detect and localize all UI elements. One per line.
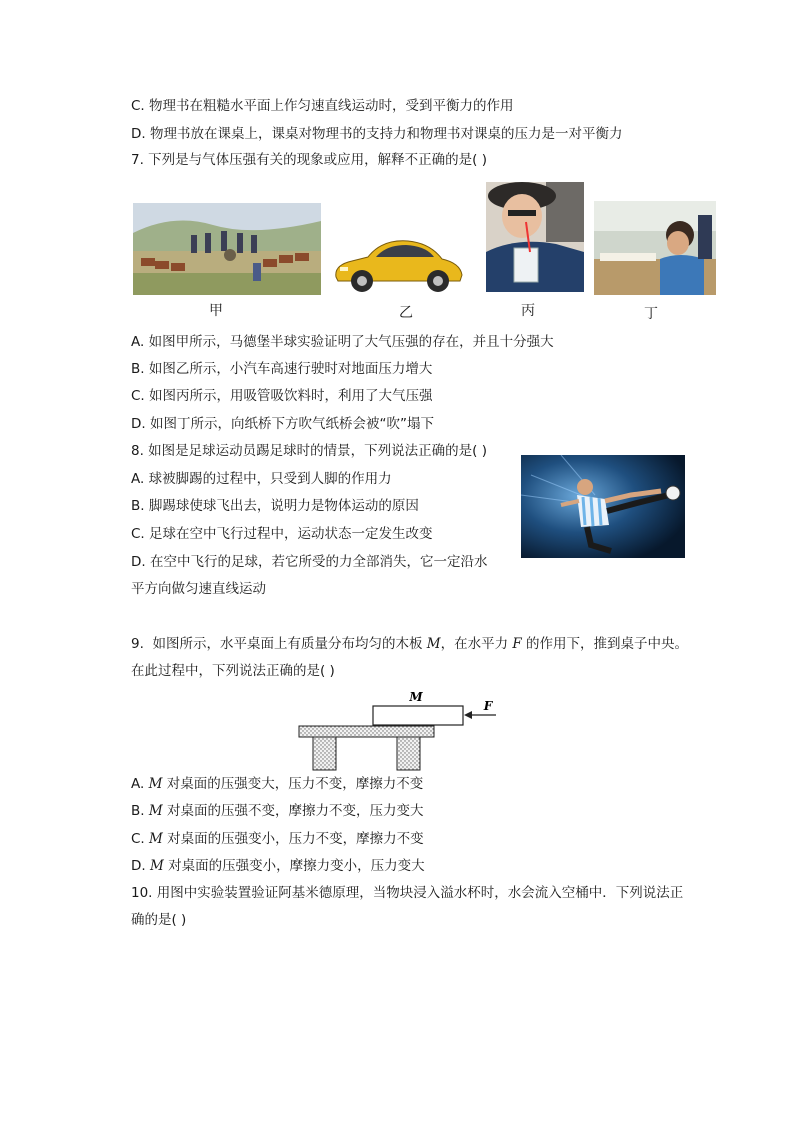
q7-option-d: D. 如图丁所示，向纸桥下方吹气纸桥会被“吹”塌下 xyxy=(131,416,434,432)
q8-option-a: A. 球被脚踢的过程中，只受到人脚的作用力 xyxy=(131,471,392,487)
q6-option-c: C. 物理书在粗糙水平面上作匀速直线运动时，受到平衡力的作用 xyxy=(131,98,514,114)
caption-yi: 乙 xyxy=(399,305,413,321)
q9-option-d: D. M 对桌面的压强变小，摩擦力变小，压力变大 xyxy=(131,858,425,874)
q9-option-b: B. M 对桌面的压强不变，摩擦力不变，压力变大 xyxy=(131,803,424,819)
q8-option-c: C. 足球在空中飞行过程中，运动状态一定发生改变 xyxy=(131,526,433,542)
q10-stem-line1: 10. 用图中实验装置验证阿基米德原理，当物块浸入溢水杯时，水会流入空桶中．下列说法正 xyxy=(131,885,684,901)
q8-option-b: B. 脚踢球使球飞出去，说明力是物体运动的原因 xyxy=(131,498,419,514)
board-m xyxy=(373,706,463,725)
caption-jia: 甲 xyxy=(209,303,223,319)
q7-option-c: C. 如图丙所示，用吸管吸饮料时，利用了大气压强 xyxy=(131,388,433,404)
force-arrow-head xyxy=(464,711,472,719)
q7-option-b: B. 如图乙所示，小汽车高速行驶时对地面压力增大 xyxy=(131,361,433,377)
caption-ding: 丁 xyxy=(644,306,658,322)
q10-stem-line2: 确的是( ) xyxy=(131,912,187,928)
magdeburg-hemispheres-image xyxy=(133,203,321,295)
straw-drinking-image xyxy=(486,182,584,292)
table-leg-left xyxy=(313,737,336,770)
q6-option-d: D. 物理书放在课桌上，课桌对物理书的支持力和物理书对课桌的压力是一对平衡力 xyxy=(131,126,623,142)
q7-stem: 7. 下列是与气体压强有关的现象或应用，解释不正确的是( ) xyxy=(131,152,487,168)
yellow-car-image xyxy=(330,235,466,295)
q9-stem-line2: 在此过程中，下列说法正确的是( ) xyxy=(131,663,335,679)
caption-bing: 丙 xyxy=(521,303,535,319)
q9-stem-line1: 9. 如图所示，水平桌面上有质量分布均匀的木板 M，在水平力 F 的作用下，推到桌子中央。 xyxy=(131,636,689,652)
q9-option-a: A. M 对桌面的压强变大，压力不变，摩擦力不变 xyxy=(131,776,424,792)
label-f: F xyxy=(483,699,493,713)
soccer-player-image xyxy=(521,455,685,558)
q8-stem: 8. 如图是足球运动员踢足球时的情景，下列说法正确的是( ) xyxy=(131,443,487,459)
q8-option-d-line1: D. 在空中飞行的足球，若它所受的力全部消失，它一定沿水 xyxy=(131,554,488,570)
board-on-table-diagram xyxy=(296,688,506,774)
q7-option-a: A. 如图甲所示，马德堡半球实验证明了大气压强的存在，并且十分强大 xyxy=(131,334,554,350)
table-leg-right xyxy=(397,737,420,770)
table-top xyxy=(299,726,434,737)
paper-bridge-image xyxy=(594,201,716,295)
q9-option-c: C. M 对桌面的压强变小，压力不变，摩擦力不变 xyxy=(131,831,424,847)
q8-option-d-line2: 平方向做匀速直线运动 xyxy=(131,581,266,597)
label-m: M xyxy=(409,690,423,704)
